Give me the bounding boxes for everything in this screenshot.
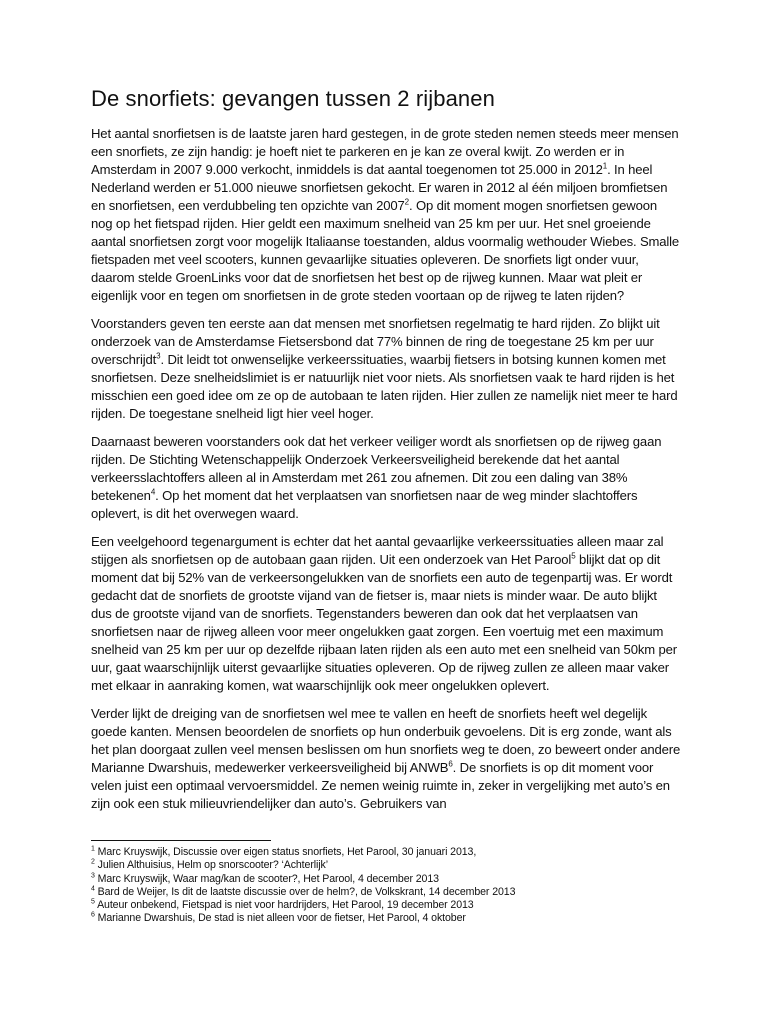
paragraph bbox=[91, 533, 681, 695]
paragraph-text: Het aantal snorfietsen is de laatste jaren hard gestegen, in de grote steden nemen steeds meer mensen een snorfiets, ze zijn handig: je hoeft niet te parkeren en je kan ze overal kwijt. Zo werden er in Amsterdam in 2007 9.000 verkocht, inmiddels is dat aantal toegenomen tot 25.000 in 2012 bbox=[91, 126, 679, 177]
footnote-number: 2 bbox=[91, 858, 95, 866]
footnotes bbox=[91, 846, 681, 926]
paragraph-text: . Op dit moment mogen snorfietsen gewoon nog op het fietspad rijden. Hier geldt een maximum snelheid van 25 km per uur. Het snel groeiende aantal snorfietsen zorgt voor mogelijk Italiaanse toestanden, aldus voormalig wethouder Wiebes. Smalle fietspaden met veel scooters, kunnen gevaarlijke situaties opleveren. De snorfiets ligt onder vuur, daarom stelde GroenLinks voor dat de snorfietsen het best op de rijweg kunnen. Maar wat pleit er eigenlijk voor en tegen om snorfietsen in de grote steden voortaan op de rijweg te laten rijden? bbox=[91, 198, 680, 303]
footnote-text: Bard de Weijer, Is dit de laatste discussie over de helm?, de Volkskrant, 14 december 2013 bbox=[97, 885, 516, 898]
footnote-reference: 6 bbox=[448, 759, 453, 769]
paragraph bbox=[91, 433, 681, 523]
footnote-text: Marc Kruyswijk, Discussie over eigen status snorfiets, Het Parool, 30 januari 2013, bbox=[97, 846, 477, 858]
document-body bbox=[91, 125, 681, 823]
footnote-number: 5 bbox=[91, 898, 95, 906]
footnote-text: Auteur onbekend, Fietspad is niet voor hardrijders, Het Parool, 19 december 2013 bbox=[97, 899, 474, 912]
footnote-reference: 1 bbox=[602, 161, 608, 171]
paragraph-text: . De snorfiets is op dit moment voor velen juist een optimaal vervoersmiddel. Ze nemen weinig ruimte in, zeker in vergelijking met auto’s en zijn ook een stuk milieuvriendelijker dan auto’s. Gebruikers van bbox=[91, 760, 670, 811]
footnote-reference: 2 bbox=[404, 197, 409, 207]
paragraph-text: . Dit leidt tot onwenselijke verkeerssituaties, waarbij fietsers in botsing kunnen komen met snorfietsen. Deze snelheidslimiet is er natuurlijk niet voor niets. Als snorfietsen vaak te hard rijden is het misschien een goed idee om ze op de autobaan te laten rijden. Hier zullen ze namelijk niet meer te hard rijden. De toegestane snelheid ligt hier veel hoger. bbox=[91, 352, 678, 421]
footnote-number: 4 bbox=[91, 885, 95, 893]
document-title: De snorfiets: gevangen tussen 2 rijbanen bbox=[91, 86, 495, 111]
footnote-reference: 5 bbox=[571, 551, 576, 561]
footnote-number: 6 bbox=[91, 911, 95, 919]
footnote bbox=[91, 846, 681, 859]
paragraph-text: blijkt dat op dit moment dat bij 52% van de verkeersongelukken van de snorfiets een auto de tegenpartij was. Er wordt gedacht dat de snorfiets de grootste vijand van de fietser is, maar niets is minder waar. De auto blijkt dus de grootste vijand van de snorfiets. Tegenstanders beweren dan ook dat het verplaatsen van snorfietsen naar de rijweg alleen voor meer ongelukken gaat zorgen. Een voertuig met een maximum snelheid van 25 km per uur op dezelfde rijbaan laten rijden als een auto met een snelheid van 50km per uur, gaat waarschijnlijk uiterst gevaarlijke situaties opleveren. Op de rijweg zullen ze alleen maar vaker met elkaar in aanraking komen, wat waarschijnlijk ook meer ongelukken oplevert. bbox=[91, 552, 677, 693]
footnote-text: Marianne Dwarshuis, De stad is niet alleen voor de fietser, Het Parool, 4 oktober bbox=[97, 912, 466, 925]
footnote-separator bbox=[91, 840, 271, 841]
footnote-text: Marc Kruyswijk, Waar mag/kan de scooter?, Het Parool, 4 december 2013 bbox=[97, 872, 439, 885]
paragraph-text: . Op het moment dat het verplaatsen van snorfietsen naar de weg minder slachtoffers oplevert, is dit het overwegen waard. bbox=[91, 488, 638, 521]
paragraph-text: Een veelgehoord tegenargument is echter dat het aantal gevaarlijke verkeerssituaties alleen maar zal stijgen als snorfietsen op de autobaan gaan rijden. Uit een onderzoek van Het Parool bbox=[91, 534, 664, 567]
footnote bbox=[91, 912, 681, 925]
footnote bbox=[91, 899, 681, 912]
paragraph bbox=[91, 315, 681, 423]
footnote bbox=[91, 873, 681, 886]
paragraph bbox=[91, 125, 681, 305]
footnote-reference: 3 bbox=[156, 351, 161, 361]
footnote-number: 1 bbox=[91, 845, 95, 853]
footnote bbox=[91, 859, 681, 872]
paragraph-text: Voorstanders geven ten eerste aan dat mensen met snorfietsen regelmatig te hard rijden. Zo blijkt uit onderzoek van de Amsterdamse Fietsersbond dat 77% binnen de ring de toegestane 25 km per uur overschrijdt bbox=[91, 316, 660, 367]
footnote-text: Julien Althuisius, Helm op snorscooter? ‘Achterlijk’ bbox=[97, 859, 328, 872]
footnote-number: 3 bbox=[91, 872, 95, 880]
paragraph-text: Daarnaast beweren voorstanders ook dat het verkeer veiliger wordt als snorfietsen op de rijweg gaan rijden. De Stichting Wetenschappelijk Onderzoek Verkeersveiligheid berekende dat het aantal verkeersslachtoffers alleen al in Amsterdam met 261 zou afnemen. Dit zou een daling van 38% betekenen bbox=[91, 434, 662, 503]
footnote-reference: 4 bbox=[150, 487, 156, 497]
paragraph-text: Verder lijkt de dreiging van de snorfietsen wel mee te vallen en heeft de snorfiets heeft wel degelijk goede kanten. Mensen beoordelen de snorfiets op hun onderbuik gevoelens. Dit is erg zonde, want als het plan doorgaat zullen veel mensen beslissen om hun snorfiets weg te doen, zo beweert onder andere Marianne Dwarshuis, medewerker verkeersveiligheid bij ANWB bbox=[91, 706, 681, 775]
paragraph bbox=[91, 705, 681, 813]
paragraph-text: . In heel Nederland werden er 51.000 nieuwe snorfietsen gekocht. Er waren in 2012 al één miljoen bromfietsen en snorfietsen, een verdubbeling ten opzichte van 2007 bbox=[91, 162, 668, 213]
footnote bbox=[91, 886, 681, 899]
